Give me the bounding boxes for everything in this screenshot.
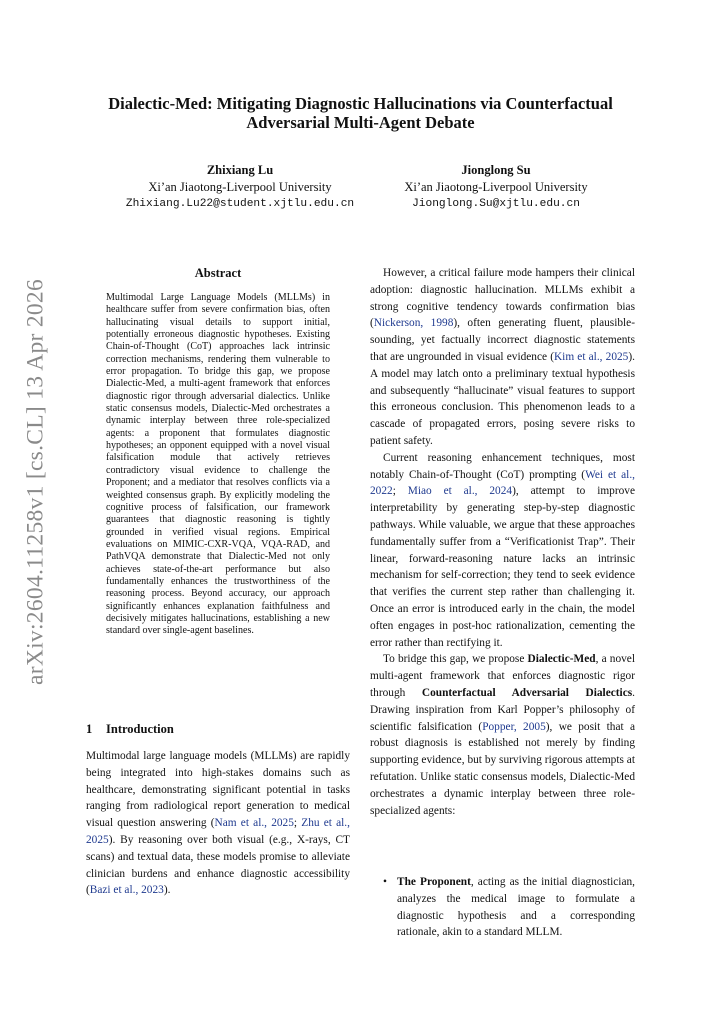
citation-link[interactable]: Wei et al., 2022 — [370, 468, 635, 498]
author-email[interactable]: Jionglong.Su@xjtlu.edu.cn — [412, 198, 580, 210]
arxiv-identifier: arXiv:2604.11258v1 [cs.CL] 13 Apr 2026 — [22, 278, 49, 686]
bold-term: The Proponent — [397, 876, 471, 888]
abstract-text: Multimodal Large Language Models (MLLMs) in healthcare suffer from severe confirmation bias, often hallucinating visual details to support initial, potentially erroneous diagnostic hypotheses. Existing Chain-of-Thought (CoT) approaches lack intrinsic correction mechanisms, rendering them vulnerable to error propagation. To bridge this gap, we propose Dialectic-Med, a multi-agent framework that enforces diagnostic rigor through adversarial dialectics. Unlike static consensus models, Dialectic-Med orchestrates a dynamic interplay between three role-specialized agents: a proponent that formulates diagnostic hypotheses; an opponent equipped with a novel visual falsification module that actively retrieves contradictory visual evidence to challenge the Proponent; and a mediator that resolves conflicts via a weighted consensus graph. By explicitly modeling the cognitive process of falsification, our framework guarantees that diagnostic reasoning is tightly grounded in verified visual regions. Empirical evaluations on MIMIC-CXR-VQA, VQA-RAD, and PathVQA demonstrate that Dialectic-Med not only achieves state-of-the-art performance but also fundamentally enhances the trustworthiness of the reasoning process. Beyond accuracy, our approach significantly enhances explanation faithfulness and decisively mitigates hallucinations, establishing a new standard over single-agent baselines. — [106, 292, 330, 637]
citation-link[interactable]: Nickerson, 1998 — [373, 317, 454, 330]
author-block-1 — [100, 162, 380, 213]
section-heading — [86, 722, 174, 737]
author-affiliation: Xi’an Jiaotong-Liverpool University — [404, 180, 588, 194]
author-name: Jionglong Su — [461, 163, 531, 177]
citation-link[interactable]: Miao et al., 2024 — [407, 485, 513, 498]
paragraph-cot: Current reasoning enhancement techniques, most notably Chain-of-Thought (CoT) prompting (Wei et al., 2022; Miao et al., 2024), attempt to improve interpretability by generating step-by-step diagnostic pathways. While valuable, we argue that these approaches fundamentally suffer from a “Verificationist Trap”. Their linear, forward-reasoning nature lacks an intrinsic mechanism for self-correction; they tend to seek evidence that verifies the current step rather than challenging it. Once an error is introduced early in the chain, the model often engages in post-hoc rationalization, cementing the error rather than rectifying it. — [370, 451, 635, 649]
bold-term: Counterfactual Adversarial Dialectics — [421, 686, 633, 699]
citation-link[interactable]: Kim et al., 2025 — [553, 350, 629, 363]
author-email[interactable]: Zhixiang.Lu22@student.xjtlu.edu.cn — [125, 198, 355, 210]
agent-list — [383, 874, 635, 941]
author-name: Zhixiang Lu — [206, 163, 274, 177]
title-line-2: Adversarial Multi-Agent Debate — [246, 113, 475, 132]
right-column — [370, 265, 635, 819]
author-affiliation: Xi’an Jiaotong-Liverpool University — [148, 180, 332, 194]
bullet-marker: • — [383, 876, 387, 888]
list-item: • The Proponent, acting as the initial diagnostician, analyzes the medical image to formulate a diagnostic hypothesis and a corresponding rationale, akin to a standard MLLM. — [383, 876, 636, 939]
paragraph-proposal: To bridge this gap, we propose Dialectic-Med, a novel multi-agent framework that enforces diagnostic rigor through Counterfactual Adversarial Dialectics. Drawing inspiration from Karl Popper’s philosophy of scientific falsification (Popper, 2005), we posit that a robust diagnosis is established not merely by finding supporting evidence, but by surviving rigorous attempts at refutation. Unlike static consensus models, Dialectic-Med orchestrates a dynamic interplay between three role-specialized agents: — [370, 653, 636, 817]
citation-link[interactable]: Bazi et al., 2023 — [89, 884, 164, 897]
section-title: Introduction — [106, 722, 174, 736]
paragraph-hallucination: However, a critical failure mode hampers their clinical adoption: diagnostic hallucination. MLLMs exhibit a strong cognitive tendency towards confirmation bias (Nickerson, 1998), often generating fluent, plausible-sounding, yet factually incorrect diagnostic statements that are ungrounded in visual evidence (Kim et al., 2025). A model may latch onto a preliminary textual hypothesis and subsequently “hallucinate” visual features to support this erroneous conclusion. This phenomenon leads to a cascade of propagated errors, posing severe risks to patient safety. — [370, 267, 635, 447]
citation-link[interactable]: Nam et al., 2025 — [214, 817, 294, 830]
abstract-heading: Abstract — [194, 266, 242, 280]
citation-link[interactable]: Popper, 2005 — [482, 720, 546, 733]
bold-term: Dialectic-Med — [527, 653, 596, 666]
intro-paragraph: Multimodal large language models (MLLMs) are rapidly being integrated into high-stakes domains such as healthcare, demonstrating significant potential in tasks ranging from radiological report generation to medical visual question answering (Nam et al., 2025; Zhu et al., 2025). By reasoning over both visual (e.g., X-rays, CT scans) and textual data, these models promise to alleviate clinician burdens and enhance diagnostic accessibility (Bazi et al., 2023). — [86, 750, 350, 897]
paper-title — [80, 94, 641, 132]
title-line-1: Dialectic-Med: Mitigating Diagnostic Hallucinations via Counterfactual — [108, 94, 613, 113]
author-block-2 — [368, 162, 624, 213]
citation-link[interactable]: Zhu et al., 2025 — [86, 817, 350, 846]
section-number: 1 — [86, 722, 93, 736]
